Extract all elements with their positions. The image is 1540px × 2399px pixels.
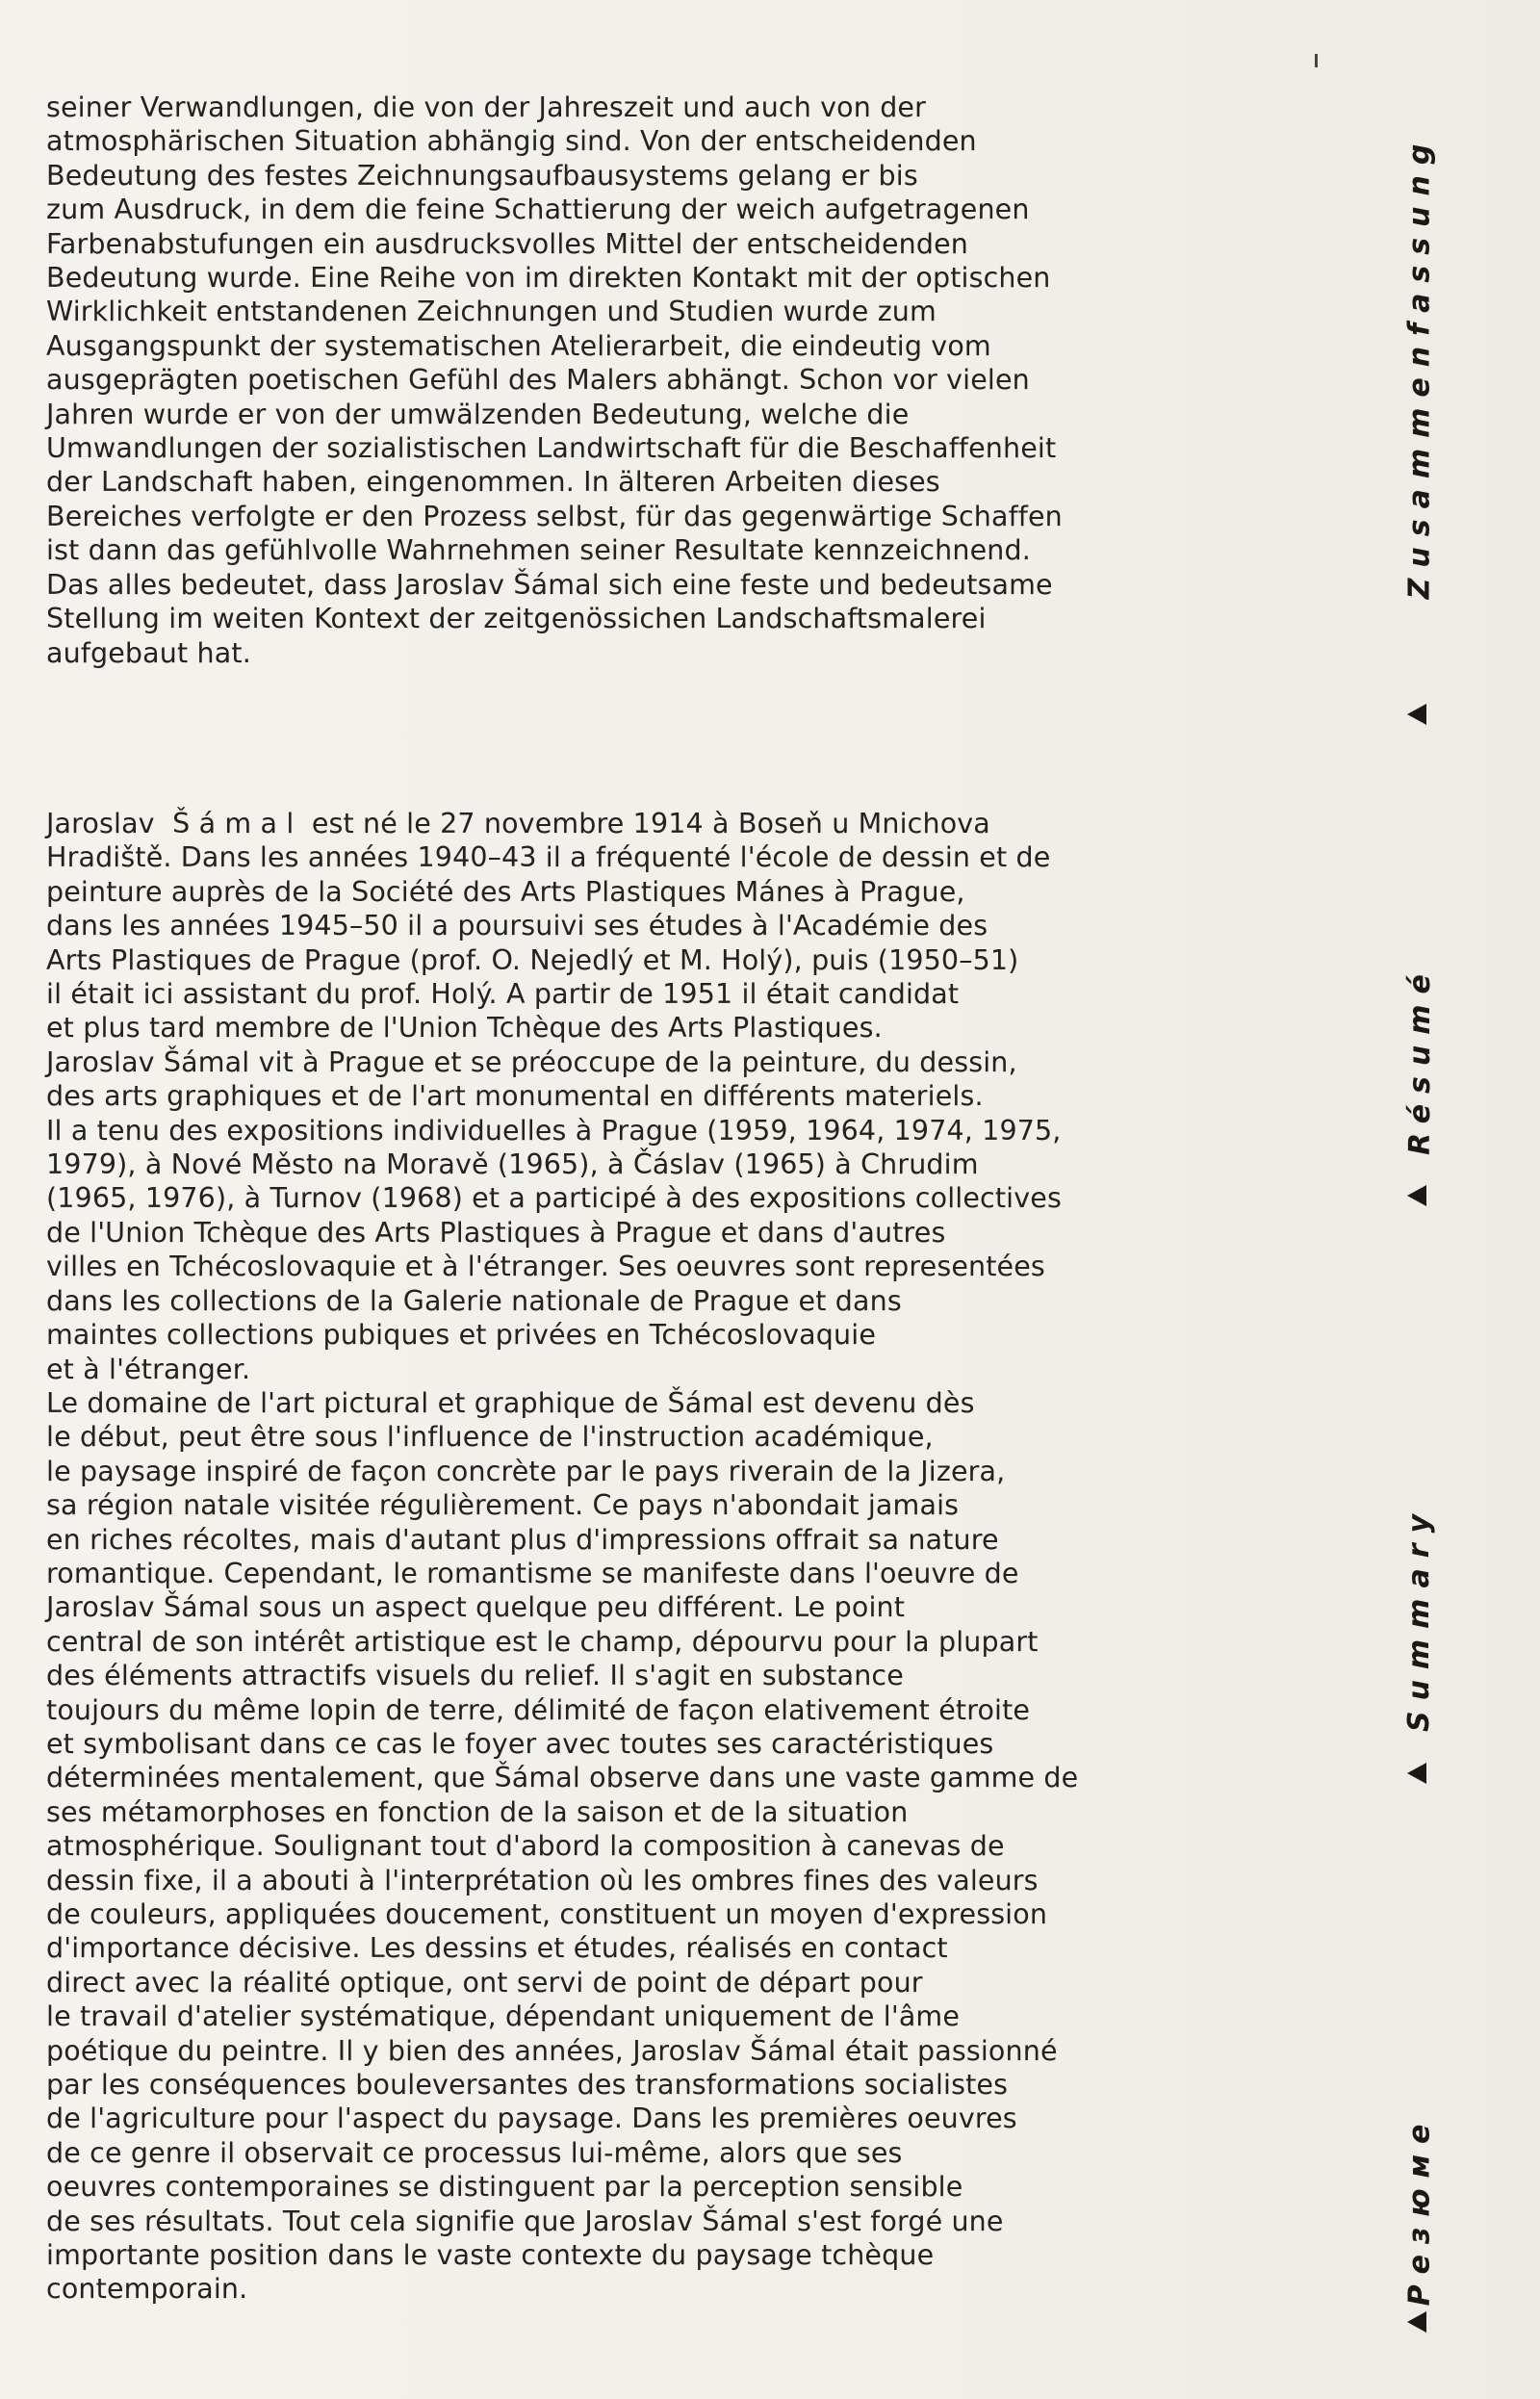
tab-zusammenfassung[interactable]: [1386, 96, 1453, 635]
text-line: d'importance décisive. Les dessins et études, réalisés en contact: [46, 1932, 948, 1965]
text-line: villes en Tchécoslovaquie et à l'étranger. Ses oeuvres sont representées: [46, 1251, 1045, 1283]
text-line: Stellung im weiten Kontext der zeitgenössichen Landschaftsmalerei: [46, 603, 987, 635]
text-line: le paysage inspiré de façon concrète par le pays riverain de la Jizera,: [46, 1455, 1006, 1487]
text-line: (1965, 1976), à Turnov (1968) et a participé à des expositions collectives: [46, 1182, 1062, 1215]
arrow-up-icon: [1407, 1185, 1426, 1206]
text-line: Arts Plastiques de Prague (prof. O. Nejedlý et M. Holý), puis (1950–51): [46, 943, 1019, 976]
text-line: Bereiches verfolgte er den Prozess selbst, für das gegenwärtige Schaffen: [46, 500, 1063, 532]
text-line: Jaroslav Šámal sous un aspect quelque peu différent. Le point: [46, 1591, 906, 1624]
tab-summary[interactable]: [1386, 1502, 1453, 1733]
text-line: maintes collections pubiques et privées en Tchécoslovaquie: [46, 1319, 877, 1352]
text-line: et à l'étranger.: [46, 1353, 251, 1385]
text-line: toujours du même lopin de terre, délimité de façon elativement étroite: [46, 1693, 1031, 1726]
text-line: ausgeprägten poetischen Gefühl des Malers abhängt. Schon vor vielen: [46, 364, 1030, 397]
text-line: Jahren wurde er von der umwälzenden Bedeutung, welche die: [46, 398, 910, 430]
text-line: de ce genre il observait ce processus lui-même, alors que ses: [46, 2136, 903, 2169]
french-resume-text: [46, 807, 1201, 2307]
text-line: central de son intérêt artistique est le champ, dépourvu pour la plupart: [46, 1625, 1039, 1658]
text-line: seiner Verwandlungen, die von der Jahreszeit und auch von der: [46, 91, 926, 123]
tab-resume[interactable]: [1386, 953, 1453, 1165]
text-line: ist dann das gefühlvolle Wahrnehmen seiner Resultate kennzeichnend.: [46, 534, 1031, 567]
tab-rezyume-label: Резюме: [1402, 2113, 1437, 2306]
text-line: déterminées mentalement, que Šámal observe dans une vaste gamme de: [46, 1762, 1079, 1794]
text-line: zum Ausdruck, in dem die feine Schattierung der weich aufgetragenen: [46, 193, 1030, 226]
text-line: des éléments attractifs visuels du relief. Il s'agit en substance: [46, 1660, 904, 1692]
text-line: direct avec la réalité optique, ont servi de point de départ pour: [46, 1966, 923, 1999]
text-line: Wirklichkeit entstandenen Zeichnungen und Studien wurde zum: [46, 296, 937, 328]
text-line: Le domaine de l'art pictural et graphique de Šámal est devenu dès: [46, 1386, 975, 1419]
margin-mark: [1315, 54, 1318, 67]
text-line: Das alles bedeutet, dass Jaroslav Šámal sich eine feste und bedeutsame: [46, 568, 1053, 601]
text-line: aufgebaut hat.: [46, 636, 251, 669]
text-line: ses métamorphoses en fonction de la saison et de la situation: [46, 1795, 909, 1828]
text-line: der Landschaft haben, eingenommen. In älteren Arbeiten dieses: [46, 466, 940, 499]
language-side-tabs: [1386, 0, 1453, 2399]
text-line: atmosphérique. Soulignant tout d'abord la composition à canevas de: [46, 1830, 1005, 1863]
text-line: dessin fixe, il a abouti à l'interprétation où les ombres fines des valeurs: [46, 1864, 1039, 1896]
german-summary-text: [46, 90, 1201, 670]
arrow-up-icon: [1407, 1763, 1426, 1784]
text-line: Umwandlungen der sozialistischen Landwirtschaft für die Beschaffenheit: [46, 432, 1057, 465]
text-line: Bedeutung des festes Zeichnungsaufbausystems gelang er bis: [46, 159, 918, 192]
text-line: Jaroslav Š á m a l est né le 27 novembre 1914 à Boseň u Mnichova: [46, 808, 990, 839]
text-line: le début, peut être sous l'influence de l'instruction académique,: [46, 1421, 934, 1454]
text-line: des arts graphiques et de l'art monumental en différents materiels.: [46, 1080, 984, 1113]
text-line: le travail d'atelier systématique, dépendant uniquement de l'âme: [46, 2000, 961, 2033]
text-line: oeuvres contemporaines se distinguent par la perception sensible: [46, 2171, 963, 2204]
text-line: et symbolisant dans ce cas le foyer avec toutes ses caractéristiques: [46, 1727, 994, 1760]
text-line: en riches récoltes, mais d'autant plus d'impressions offrait sa nature: [46, 1523, 999, 1556]
text-line: de couleurs, appliquées doucement, constituent un moyen d'expression: [46, 1898, 1048, 1930]
text-line: importante position dans le vaste contexte du paysage tchèque: [46, 2239, 935, 2272]
text-line: et plus tard membre de l'Union Tchèque des Arts Plastiques.: [46, 1012, 883, 1045]
text-line: par les conséquences bouleversantes des transformations socialistes: [46, 2069, 1009, 2102]
tab-zusammenfassung-label: Zusammenfassung: [1402, 133, 1437, 599]
text-line: dans les années 1945–50 il a poursuivi ses études à l'Académie des: [46, 910, 988, 942]
text-line: de l'agriculture pour l'aspect du paysage. Dans les premières oeuvres: [46, 2102, 1017, 2135]
text-line: atmosphärischen Situation abhängig sind. Von der entscheidenden: [46, 125, 977, 158]
text-line: Bedeutung wurde. Eine Reihe von im direkten Kontakt mit der optischen: [46, 262, 1051, 295]
text-line: poétique du peintre. Il y bien des années, Jaroslav Šámal était passionné: [46, 2034, 1058, 2067]
text-line: dans les collections de la Galerie nationale de Prague et dans: [46, 1284, 902, 1317]
text-line: Farbenabstufungen ein ausdrucksvolles Mittel der entscheidenden: [46, 227, 969, 260]
tab-resume-label: Résumé: [1402, 963, 1437, 1155]
tab-summary-label: Summary: [1402, 1503, 1437, 1732]
text-line: Il a tenu des expositions individuelles à Prague (1959, 1964, 1974, 1975,: [46, 1114, 1062, 1147]
arrow-up-icon: [1407, 2311, 1426, 2333]
text-line: 1979), à Nové Město na Moravě (1965), à Čáslav (1965) à Chrudim: [46, 1148, 979, 1181]
text-line: romantique. Cependant, le romantisme se manifeste dans l'oeuvre de: [46, 1557, 1019, 1589]
text-line: contemporain.: [46, 2273, 248, 2306]
arrow-up-icon: [1407, 704, 1426, 725]
text-line: de ses résultats. Tout cela signifie que Jaroslav Šámal s'est forgé une: [46, 2205, 1004, 2237]
text-line: Ausgangspunkt der systematischen Atelierarbeit, die eindeutig vom: [46, 329, 991, 362]
text-line: Jaroslav Šámal vit à Prague et se préoccupe de la peinture, du dessin,: [46, 1045, 1017, 1078]
text-line: de l'Union Tchèque des Arts Plastiques à Prague et dans d'autres: [46, 1216, 946, 1249]
text-line: Hradiště. Dans les années 1940–43 il a fréquenté l'école de dessin et de: [46, 841, 1051, 874]
text-line: peinture auprès de la Société des Arts Plastiques Mánes à Prague,: [46, 875, 965, 908]
text-line: sa région natale visitée régulièrement. Ce pays n'abondait jamais: [46, 1489, 960, 1522]
tab-rezyume[interactable]: [1386, 2113, 1453, 2306]
text-line: il était ici assistant du prof. Holý. A partir de 1951 il était candidat: [46, 978, 960, 1011]
